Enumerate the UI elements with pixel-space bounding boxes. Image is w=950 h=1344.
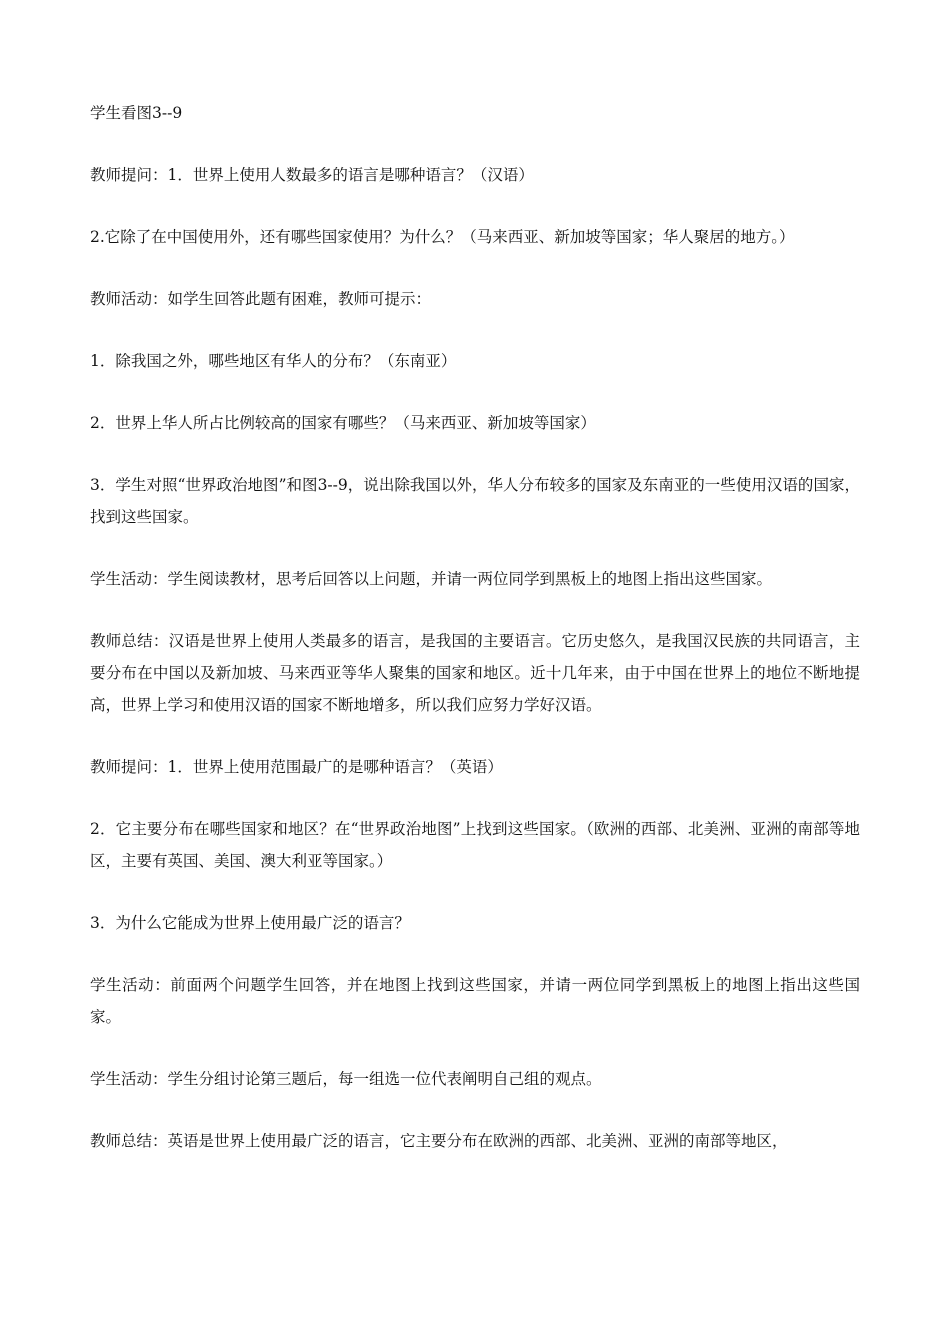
- paragraph-teacher-summary-2: 教师总结：英语是世界上使用最广泛的语言，它主要分布在欧洲的西部、北美洲、亚洲的南部等地区，: [90, 1132, 788, 1150]
- paragraph-teacher-question-1: 教师提问：1．世界上使用人数最多的语言是哪种语言？（汉语）: [90, 166, 534, 184]
- document-body: [90, 97, 860, 1157]
- paragraph-teacher-activity: 教师活动：如学生回答此题有困难，教师可提示：: [90, 290, 432, 308]
- paragraph-english-distribution: 2．它主要分布在哪些国家和地区？在“世界政治地图”上找到这些国家。（欧洲的西部、北美洲、亚洲的南部等地区，主要有英国、美国、澳大利亚等国家。）: [90, 820, 860, 870]
- paragraph-heading-figure: 学生看图3--9: [90, 104, 183, 122]
- paragraph-hint-1: 1．除我国之外，哪些地区有华人的分布？（东南亚）: [90, 352, 457, 370]
- paragraph-teacher-summary-1: 教师总结：汉语是世界上使用人类最多的语言，是我国的主要语言。它历史悠久，是我国汉民族的共同语言，主要分布在中国以及新加坡、马来西亚等华人聚集的国家和地区。近十几年来，由于中国在世界上的地位不断地提高，世界上学习和使用汉语的国家不断地增多，所以我们应努力学好汉语。: [90, 632, 860, 714]
- paragraph-student-activity-1: 学生活动：学生阅读教材，思考后回答以上问题，并请一两位同学到黑板上的地图上指出这些国家。: [90, 570, 773, 588]
- paragraph-hint-2: 2．世界上华人所占比例较高的国家有哪些？（马来西亚、新加坡等国家）: [90, 414, 596, 432]
- paragraph-hint-3: 3．学生对照“世界政治地图”和图3--9，说出除我国以外，华人分布较多的国家及东南亚的一些使用汉语的国家，找到这些国家。: [90, 476, 860, 526]
- paragraph-question-2: 2.它除了在中国使用外，还有哪些国家使用？为什么？（马来西亚、新加坡等国家；华人聚居的地方。）: [90, 228, 795, 246]
- paragraph-teacher-question-2: 教师提问：1．世界上使用范围最广的是哪种语言？（英语）: [90, 758, 503, 776]
- paragraph-english-why: 3．为什么它能成为世界上使用最广泛的语言？: [90, 914, 410, 932]
- paragraph-student-activity-2: 学生活动：前面两个问题学生回答，并在地图上找到这些国家，并请一两位同学到黑板上的地图上指出这些国家。: [90, 976, 860, 1026]
- paragraph-student-activity-3: 学生活动：学生分组讨论第三题后，每一组选一位代表阐明自己组的观点。: [90, 1070, 602, 1088]
